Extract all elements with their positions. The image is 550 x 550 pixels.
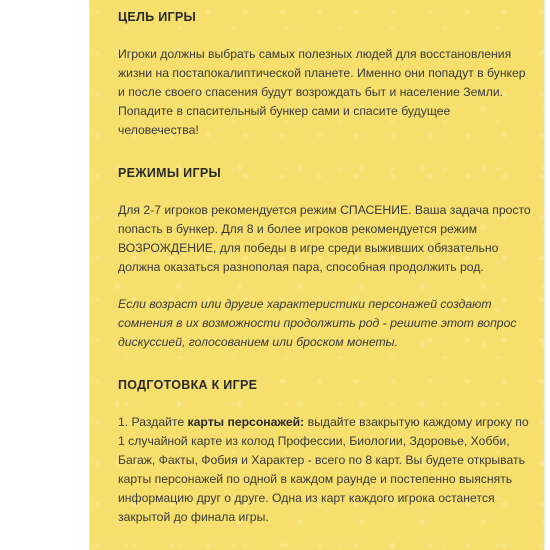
goal-paragraph: Игроки должны выбрать самых полезных людей для восстановления жизни на постапокалиптической планете. Именно они попадут в бункер и после своего спасения будут возрождать быт и население Земли. Попадите в спасительный бункер сами и спасите будущее человечества! <box>118 47 526 137</box>
section-heading-goal: ЦЕЛЬ ИГРЫ <box>118 10 197 24</box>
section-goal <box>118 10 532 140</box>
setup-step-bold: карты персонажей: <box>187 415 305 429</box>
section-setup <box>118 378 532 527</box>
rules-content <box>118 10 532 550</box>
setup-step-1 <box>118 413 532 527</box>
section-heading-modes: РЕЖИМЫ ИГРЫ <box>118 166 222 180</box>
rules-card <box>90 0 544 550</box>
setup-step-number: 1. Раздайте <box>118 415 188 429</box>
setup-step-text: выдайте взакрытую каждому игроку по 1 случайной карте из колод Профессии, Биологии, Здоровье, Хобби, Багаж, Факты, Фобия и Характер - всего по 8 карт. Вы будете открывать карты персонажей по одной в каждом раунде и постепенно выяснять информацию друг о друге. Одна из карт каждого игрока останется закрытой до финала игры. <box>118 415 529 524</box>
modes-note-paragraph: Если возраст или другие характеристики персонажей создают сомнения в их возможности продолжить род - решите этот вопрос дискуссией, голосованием или броском монеты. <box>118 297 517 349</box>
modes-paragraph: Для 2-7 игроков рекомендуется режим СПАСЕНИЕ. Ваша задача просто попасть в бункер. Для 8 и более игроков рекомендуется режим ВОЗРОЖДЕНИЕ, для победы в игре среди выживших обязательно должна оказаться разнополая пара, способная продолжить род. <box>118 203 531 274</box>
section-heading-setup: ПОДГОТОВКА К ИГРЕ <box>118 378 258 392</box>
section-modes <box>118 166 532 352</box>
